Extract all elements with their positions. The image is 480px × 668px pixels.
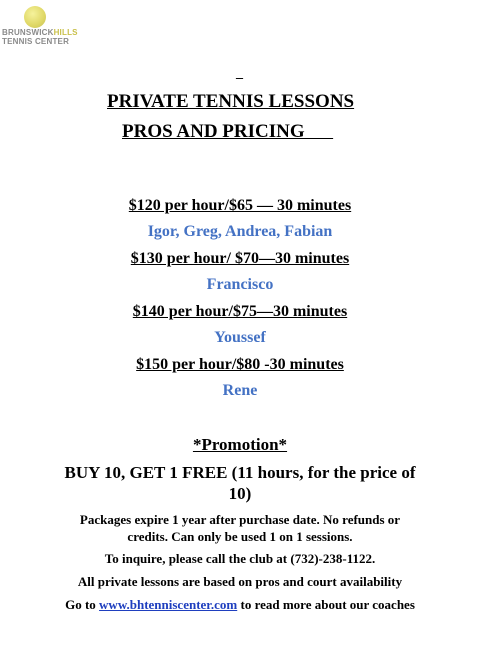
price-tier-2: $130 per hour/ $70—30 minutes — [130, 250, 350, 267]
logo-line-2: TENNIS CENTER — [2, 37, 70, 46]
website-link[interactable]: www.bhtenniscenter.com — [99, 597, 238, 612]
availability-note: All private lessons are based on pros and court availability — [77, 574, 403, 589]
pros-tier-3: Youssef — [214, 329, 266, 346]
club-logo — [2, 6, 78, 52]
packages-note: Packages expire 1 year after purchase date. No refunds or credits. Can only be used 1 on 1 sessions. — [79, 512, 401, 544]
website-note — [65, 596, 415, 613]
logo-line-1 — [2, 28, 78, 37]
price-tier-3: $140 per hour/$75—30 minutes — [132, 303, 348, 320]
pros-tier-1: Igor, Greg, Andrea, Fabian — [147, 223, 333, 240]
page-subtitle: PROS AND PRICING — [122, 121, 334, 142]
top-marker: _ — [236, 66, 243, 81]
pros-tier-4: Rene — [222, 382, 258, 399]
price-tier-4: $150 per hour/$80 -30 minutes — [136, 356, 344, 373]
tennis-ball-icon — [24, 6, 46, 28]
website-note-suffix: to read more about our coaches — [237, 597, 415, 612]
page-title: PRIVATE TENNIS LESSONS — [107, 91, 355, 112]
logo-brunswick: BRUNSWICK — [2, 28, 54, 37]
promotion-label: *Promotion* — [192, 435, 288, 454]
price-tier-1: $120 per hour/$65 — 30 minutes — [128, 197, 352, 214]
logo-hills: HILLS — [53, 28, 78, 37]
inquire-note: To inquire, please call the club at (732)-238-1122. — [104, 551, 376, 566]
promotion-offer: BUY 10, GET 1 FREE (11 hours, for the price of 10) — [64, 463, 416, 503]
pros-tier-2: Francisco — [206, 276, 274, 293]
website-note-prefix: Go to — [65, 597, 100, 612]
